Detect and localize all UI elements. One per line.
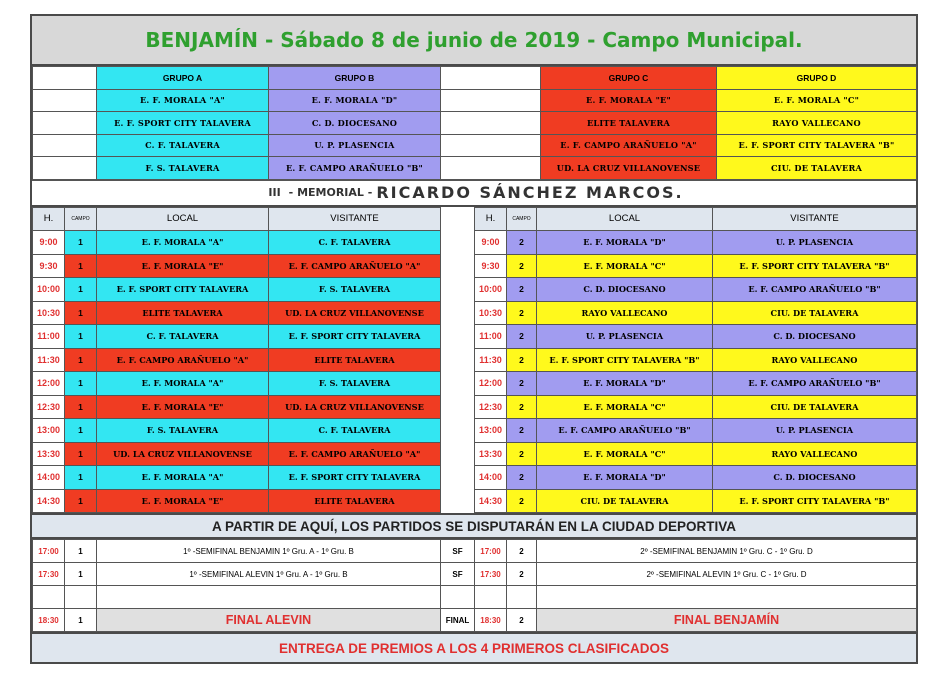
match-time: 12:30	[475, 395, 507, 419]
group-team: E. F. MORALA "A"	[97, 89, 269, 112]
visiting-team: E. F. SPORT CITY TALAVERA	[269, 325, 441, 349]
local-team: E. F. MORALA "E"	[97, 254, 269, 278]
group-team: E. F. MORALA "E"	[541, 89, 717, 112]
match-time: 11:00	[33, 325, 65, 349]
visiting-team: UD. LA CRUZ VILLANOVENSE	[269, 395, 441, 419]
match-time: 11:30	[475, 348, 507, 372]
schedule-table	[32, 207, 917, 514]
visiting-team: RAYO VALLECANO	[713, 442, 917, 466]
round-label: SF	[441, 563, 475, 586]
group-team: CIU. DE TALAVERA	[717, 157, 917, 180]
visiting-team: C. F. TALAVERA	[269, 231, 441, 255]
blank-cell	[33, 157, 97, 180]
group-team: E. F. CAMPO ARAÑUELO "A"	[541, 134, 717, 157]
gap-cell	[441, 254, 475, 278]
match-time: 9:00	[33, 231, 65, 255]
gap-cell	[441, 325, 475, 349]
match-time: 12:00	[33, 372, 65, 396]
match-time: 18:30	[475, 609, 507, 632]
field-number: 2	[507, 325, 537, 349]
match-time: 9:30	[33, 254, 65, 278]
local-team: E. F. MORALA "A"	[97, 372, 269, 396]
semifinal-description: 1º -SEMIFINAL BENJAMIN 1º Gru. A - 1º Gru. B	[97, 540, 441, 563]
visiting-team: C. D. DIOCESANO	[713, 325, 917, 349]
semifinal-row	[33, 563, 917, 586]
local-team: F. S. TALAVERA	[97, 419, 269, 443]
local-team: E. F. MORALA "D"	[537, 466, 713, 490]
field-number: 1	[65, 419, 97, 443]
group-team: U. P. PLASENCIA	[269, 134, 441, 157]
semifinal-description: 2º -SEMIFINAL ALEVIN 1º Gru. C - 1º Gru. D	[537, 563, 917, 586]
field-number: 1	[65, 442, 97, 466]
local-team: ELITE TALAVERA	[97, 301, 269, 325]
finals-table	[32, 539, 917, 632]
group-row	[33, 134, 917, 157]
blank-cell	[441, 586, 475, 609]
local-team: E. F. MORALA "E"	[97, 395, 269, 419]
visiting-team: ELITE TALAVERA	[269, 348, 441, 372]
blank-cell	[97, 586, 441, 609]
group-header: GRUPO A	[97, 67, 269, 90]
memorial-name: RICARDO SÁNCHEZ MARCOS	[376, 183, 676, 202]
group-row	[33, 112, 917, 135]
visiting-team: E. F. CAMPO ARAÑUELO "B"	[713, 278, 917, 302]
local-team: E. F. SPORT CITY TALAVERA "B"	[537, 348, 713, 372]
match-time: 17:00	[33, 540, 65, 563]
column-header-h: H.	[33, 207, 65, 231]
field-number: 2	[507, 348, 537, 372]
field-number: 2	[507, 489, 537, 513]
group-team: E. F. SPORT CITY TALAVERA	[97, 112, 269, 135]
field-number: 2	[507, 301, 537, 325]
match-time: 17:00	[475, 540, 507, 563]
field-number: 2	[507, 609, 537, 632]
field-number: 1	[65, 489, 97, 513]
semifinal-description: 2º -SEMIFINAL BENJAMIN 1º Gru. C - 1º Gru. D	[537, 540, 917, 563]
visiting-team: C. D. DIOCESANO	[713, 466, 917, 490]
group-header: GRUPO D	[717, 67, 917, 90]
match-time: 10:30	[33, 301, 65, 325]
local-team: C. D. DIOCESANO	[537, 278, 713, 302]
blank-cell	[441, 157, 541, 180]
match-time: 12:00	[475, 372, 507, 396]
round-label: SF	[441, 540, 475, 563]
local-team: E. F. MORALA "E"	[97, 489, 269, 513]
field-number: 2	[507, 254, 537, 278]
match-time: 14:30	[33, 489, 65, 513]
gap-cell	[441, 348, 475, 372]
column-header-local: LOCAL	[537, 207, 713, 231]
memorial-label: - MEMORIAL -	[288, 186, 373, 199]
column-header-campo: CAMPO	[65, 207, 97, 231]
field-number: 1	[65, 395, 97, 419]
group-team: C. D. DIOCESANO	[269, 112, 441, 135]
local-team: E. F. MORALA "C"	[537, 254, 713, 278]
field-number: 1	[65, 563, 97, 586]
match-time: 17:30	[33, 563, 65, 586]
blank-cell	[507, 586, 537, 609]
visiting-team: ELITE TALAVERA	[269, 489, 441, 513]
gap-cell	[441, 419, 475, 443]
group-team: E. F. SPORT CITY TALAVERA "B"	[717, 134, 917, 157]
group-header: GRUPO B	[269, 67, 441, 90]
match-row	[33, 325, 917, 349]
gap-cell	[441, 395, 475, 419]
gap-cell	[441, 278, 475, 302]
visiting-team: F. S. TALAVERA	[269, 278, 441, 302]
match-time: 14:30	[475, 489, 507, 513]
final-benjamin: FINAL BENJAMÍN	[537, 609, 917, 632]
column-header-h: H.	[475, 207, 507, 231]
local-team: E. F. MORALA "D"	[537, 372, 713, 396]
match-time: 13:00	[475, 419, 507, 443]
match-row	[33, 254, 917, 278]
gap-cell	[441, 442, 475, 466]
local-team: E. F. MORALA "D"	[537, 231, 713, 255]
visiting-team: CIU. DE TALAVERA	[713, 395, 917, 419]
gap-cell	[441, 489, 475, 513]
visiting-team: E. F. CAMPO ARAÑUELO "A"	[269, 254, 441, 278]
awards-banner: ENTREGA DE PREMIOS A LOS 4 PRIMEROS CLASIFICADOS	[32, 632, 916, 662]
match-time: 10:30	[475, 301, 507, 325]
visiting-team: E. F. SPORT CITY TALAVERA "B"	[713, 254, 917, 278]
group-team: C. F. TALAVERA	[97, 134, 269, 157]
memorial-prefix: III	[268, 186, 281, 199]
field-number: 2	[507, 278, 537, 302]
field-number: 1	[65, 540, 97, 563]
local-team: E. F. MORALA "C"	[537, 395, 713, 419]
gap-cell	[441, 301, 475, 325]
match-row	[33, 372, 917, 396]
final-alevin: FINAL ALEVIN	[97, 609, 441, 632]
field-number: 2	[507, 442, 537, 466]
visiting-team: U. P. PLASENCIA	[713, 231, 917, 255]
blank-cell	[33, 134, 97, 157]
blank-row	[33, 586, 917, 609]
column-header-visitante: VISITANTE	[713, 207, 917, 231]
field-number: 1	[65, 348, 97, 372]
local-team: UD. LA CRUZ VILLANOVENSE	[97, 442, 269, 466]
visiting-team: CIU. DE TALAVERA	[713, 301, 917, 325]
gap-cell	[441, 207, 475, 231]
blank-cell	[441, 67, 541, 90]
match-time: 9:00	[475, 231, 507, 255]
local-team: E. F. SPORT CITY TALAVERA	[97, 278, 269, 302]
round-label: FINAL	[441, 609, 475, 632]
group-team: E. F. CAMPO ARAÑUELO "B"	[269, 157, 441, 180]
field-number: 1	[65, 372, 97, 396]
local-team: E. F. CAMPO ARAÑUELO "A"	[97, 348, 269, 372]
match-row	[33, 442, 917, 466]
match-row	[33, 489, 917, 513]
semifinal-row	[33, 540, 917, 563]
visiting-team: UD. LA CRUZ VILLANOVENSE	[269, 301, 441, 325]
local-team: E. F. MORALA "A"	[97, 231, 269, 255]
match-time: 11:30	[33, 348, 65, 372]
field-number: 1	[65, 278, 97, 302]
match-time: 11:00	[475, 325, 507, 349]
match-time: 13:30	[475, 442, 507, 466]
blank-cell	[537, 586, 917, 609]
venue-notice: A PARTIR DE AQUÍ, LOS PARTIDOS SE DISPUTARÁN EN LA CIUDAD DEPORTIVA	[32, 513, 916, 539]
blank-cell	[33, 112, 97, 135]
schedule-sheet	[30, 14, 918, 664]
gap-cell	[441, 231, 475, 255]
group-team: E. F. MORALA "D"	[269, 89, 441, 112]
schedule-header-row	[33, 207, 917, 231]
blank-cell	[441, 89, 541, 112]
match-time: 10:00	[33, 278, 65, 302]
match-time: 12:30	[33, 395, 65, 419]
gap-cell	[441, 466, 475, 490]
group-row	[33, 157, 917, 180]
visiting-team: U. P. PLASENCIA	[713, 419, 917, 443]
semifinal-description: 1º -SEMIFINAL ALEVIN 1º Gru. A - 1º Gru. B	[97, 563, 441, 586]
memorial-title	[32, 180, 916, 207]
match-row	[33, 348, 917, 372]
field-number: 1	[65, 231, 97, 255]
field-number: 1	[65, 466, 97, 490]
match-time: 18:30	[33, 609, 65, 632]
match-time: 17:30	[475, 563, 507, 586]
field-number: 1	[65, 301, 97, 325]
column-header-campo: CAMPO	[507, 207, 537, 231]
match-time: 9:30	[475, 254, 507, 278]
local-team: E. F. MORALA "A"	[97, 466, 269, 490]
match-row	[33, 395, 917, 419]
groups-table	[32, 66, 917, 180]
blank-cell	[441, 112, 541, 135]
local-team: CIU. DE TALAVERA	[537, 489, 713, 513]
gap-cell	[441, 372, 475, 396]
group-team: E. F. MORALA "C"	[717, 89, 917, 112]
local-team: E. F. MORALA "C"	[537, 442, 713, 466]
blank-cell	[33, 89, 97, 112]
match-time: 14:00	[33, 466, 65, 490]
final-row	[33, 609, 917, 632]
field-number: 2	[507, 466, 537, 490]
column-header-visitante: VISITANTE	[269, 207, 441, 231]
match-time: 14:00	[475, 466, 507, 490]
blank-cell	[441, 134, 541, 157]
field-number: 2	[507, 419, 537, 443]
group-team: F. S. TALAVERA	[97, 157, 269, 180]
blank-cell	[33, 67, 97, 90]
field-number: 2	[507, 563, 537, 586]
local-team: E. F. CAMPO ARAÑUELO "B"	[537, 419, 713, 443]
group-header-row	[33, 67, 917, 90]
group-team: UD. LA CRUZ VILLANOVENSE	[541, 157, 717, 180]
visiting-team: F. S. TALAVERA	[269, 372, 441, 396]
blank-cell	[65, 586, 97, 609]
group-team: RAYO VALLECANO	[717, 112, 917, 135]
match-time: 13:30	[33, 442, 65, 466]
memorial-suffix: .	[675, 183, 684, 202]
group-row	[33, 89, 917, 112]
visiting-team: E. F. CAMPO ARAÑUELO "B"	[713, 372, 917, 396]
field-number: 2	[507, 395, 537, 419]
page-title: BENJAMÍN - Sábado 8 de junio de 2019 - Campo Municipal.	[32, 16, 916, 66]
visiting-team: RAYO VALLECANO	[713, 348, 917, 372]
blank-cell	[33, 586, 65, 609]
group-team: ELITE TALAVERA	[541, 112, 717, 135]
match-time: 10:00	[475, 278, 507, 302]
match-row	[33, 278, 917, 302]
field-number: 2	[507, 231, 537, 255]
local-team: C. F. TALAVERA	[97, 325, 269, 349]
visiting-team: E. F. CAMPO ARAÑUELO "A"	[269, 442, 441, 466]
field-number: 1	[65, 254, 97, 278]
match-row	[33, 466, 917, 490]
match-row	[33, 419, 917, 443]
field-number: 2	[507, 540, 537, 563]
blank-cell	[475, 586, 507, 609]
group-header: GRUPO C	[541, 67, 717, 90]
match-row	[33, 301, 917, 325]
column-header-local: LOCAL	[97, 207, 269, 231]
field-number: 1	[65, 325, 97, 349]
visiting-team: C. F. TALAVERA	[269, 419, 441, 443]
match-time: 13:00	[33, 419, 65, 443]
match-row	[33, 231, 917, 255]
field-number: 2	[507, 372, 537, 396]
visiting-team: E. F. SPORT CITY TALAVERA	[269, 466, 441, 490]
visiting-team: E. F. SPORT CITY TALAVERA "B"	[713, 489, 917, 513]
local-team: RAYO VALLECANO	[537, 301, 713, 325]
local-team: U. P. PLASENCIA	[537, 325, 713, 349]
field-number: 1	[65, 609, 97, 632]
